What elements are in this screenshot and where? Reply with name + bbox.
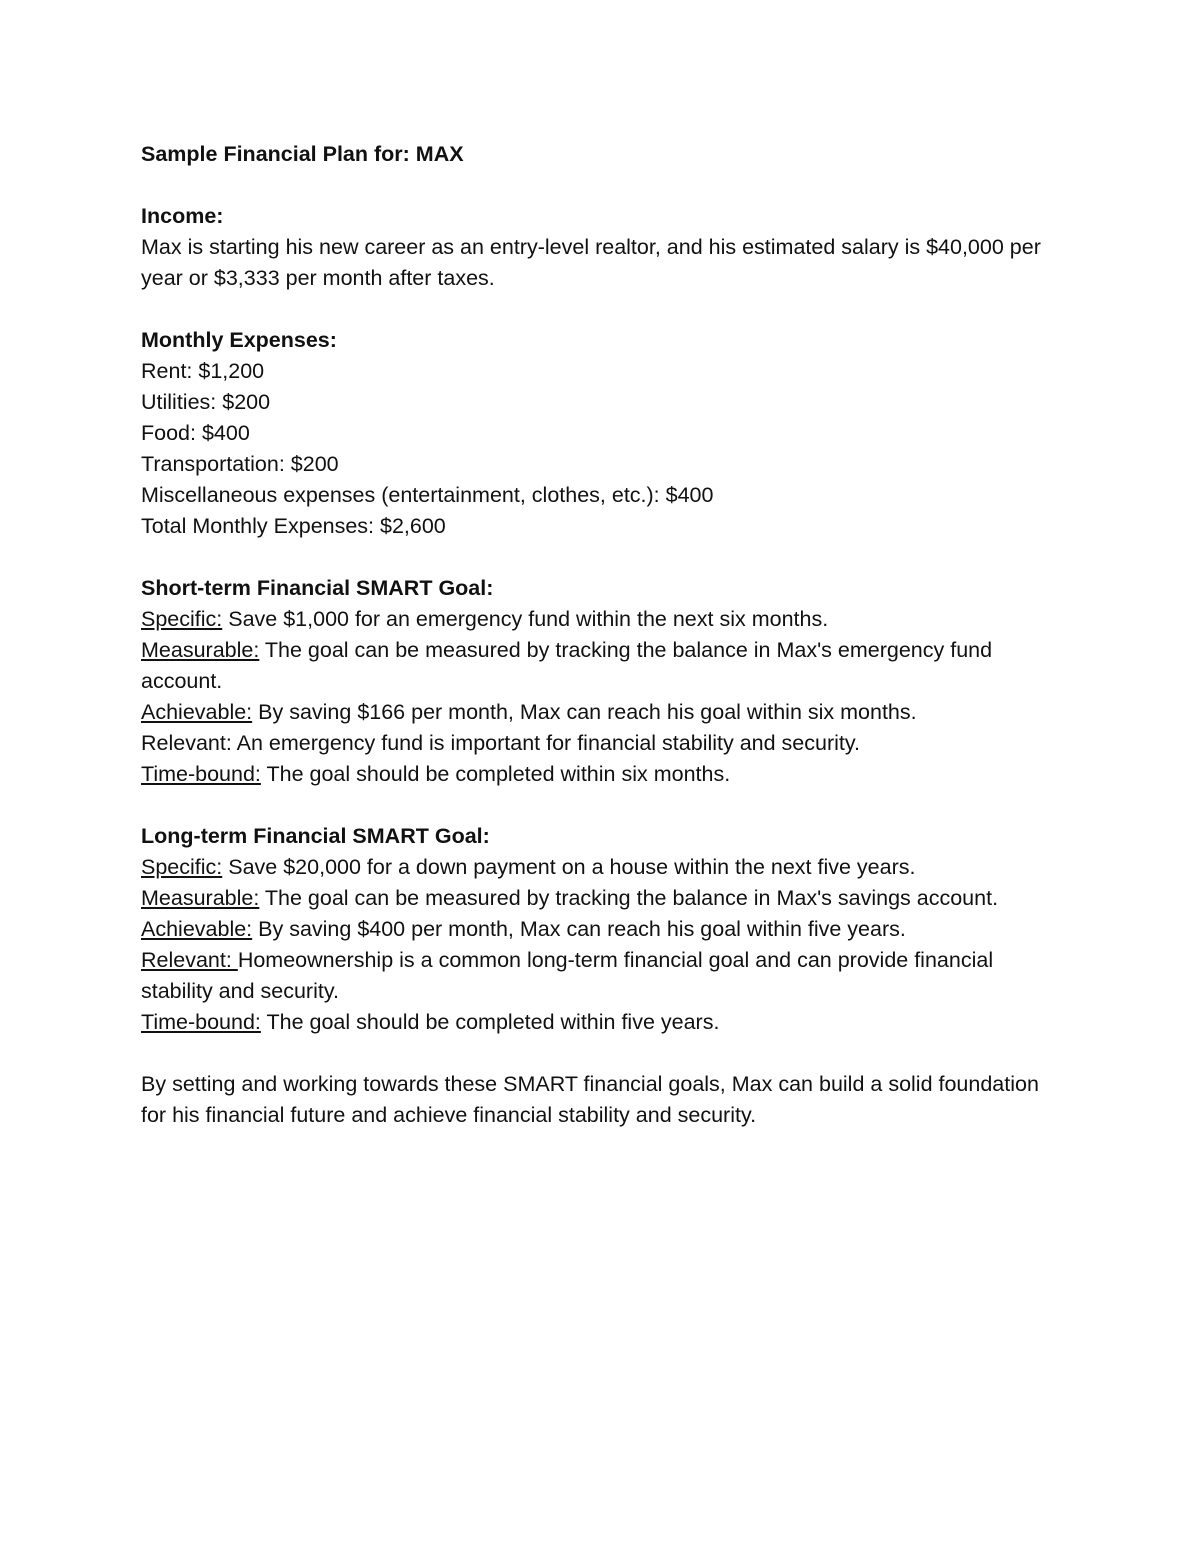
expenses-heading: Monthly Expenses:	[141, 328, 337, 352]
long-term-timebound	[141, 1007, 1041, 1038]
long-term-measurable-text: The goal can be measured by tracking the balance in Max's savings account.	[259, 886, 999, 910]
long-term-timebound-label: Time-bound:	[141, 1010, 261, 1034]
income-text: Max is starting his new career as an entry-level realtor, and his estimated salary is $40,000 per year or $3,333 per month after taxes.	[141, 235, 1041, 290]
document-page	[141, 139, 1041, 1131]
short-term-specific	[141, 604, 1041, 635]
long-term-relevant	[141, 945, 1041, 1007]
short-term-measurable	[141, 635, 1041, 697]
short-term-timebound	[141, 759, 1041, 790]
expense-item-transportation: Transportation: $200	[141, 452, 339, 476]
long-term-measurable-label: Measurable:	[141, 886, 260, 910]
long-term-goal-section	[141, 821, 1041, 1038]
document-title: Sample Financial Plan for: MAX	[141, 142, 464, 166]
expense-item-utilities: Utilities: $200	[141, 390, 271, 414]
expense-item-food: Food: $400	[141, 421, 250, 445]
income-section	[141, 201, 1041, 294]
expenses-section	[141, 325, 1041, 542]
short-term-achievable-text: By saving $166 per month, Max can reach his goal within six months.	[252, 700, 917, 724]
short-term-measurable-text: The goal can be measured by tracking the balance in Max's emergency fund account.	[141, 638, 993, 693]
short-term-achievable	[141, 697, 1041, 728]
short-term-specific-label: Specific:	[141, 607, 223, 631]
short-term-measurable-label: Measurable:	[141, 638, 260, 662]
short-term-relevant: Relevant: An emergency fund is important for financial stability and security.	[141, 731, 861, 755]
expense-item-rent: Rent: $1,200	[141, 359, 265, 383]
long-term-heading: Long-term Financial SMART Goal:	[141, 824, 490, 848]
short-term-timebound-label: Time-bound:	[141, 762, 261, 786]
long-term-specific-text: Save $20,000 for a down payment on a house within the next five years.	[222, 855, 916, 879]
expense-item-miscellaneous: Miscellaneous expenses (entertainment, clothes, etc.): $400	[141, 483, 714, 507]
long-term-relevant-text: Homeownership is a common long-term financial goal and can provide financial stability and security.	[141, 948, 994, 1003]
expense-item-total: Total Monthly Expenses: $2,600	[141, 514, 446, 538]
long-term-specific	[141, 852, 1041, 883]
short-term-timebound-text: The goal should be completed within six months.	[260, 762, 731, 786]
conclusion-section	[141, 1069, 1041, 1131]
short-term-achievable-label: Achievable:	[141, 700, 253, 724]
short-term-goal-section	[141, 573, 1041, 790]
short-term-heading: Short-term Financial SMART Goal:	[141, 576, 494, 600]
income-heading: Income:	[141, 204, 224, 228]
long-term-measurable	[141, 883, 1041, 914]
long-term-specific-label: Specific:	[141, 855, 223, 879]
long-term-achievable	[141, 914, 1041, 945]
conclusion-text: By setting and working towards these SMART financial goals, Max can build a solid foundation for his financial future and achieve financial stability and security.	[141, 1072, 1039, 1127]
long-term-timebound-text: The goal should be completed within five years.	[260, 1010, 720, 1034]
long-term-relevant-label: Relevant:	[141, 948, 238, 972]
long-term-achievable-text: By saving $400 per month, Max can reach his goal within five years.	[252, 917, 906, 941]
short-term-specific-text: Save $1,000 for an emergency fund within the next six months.	[222, 607, 829, 631]
long-term-achievable-label: Achievable:	[141, 917, 253, 941]
